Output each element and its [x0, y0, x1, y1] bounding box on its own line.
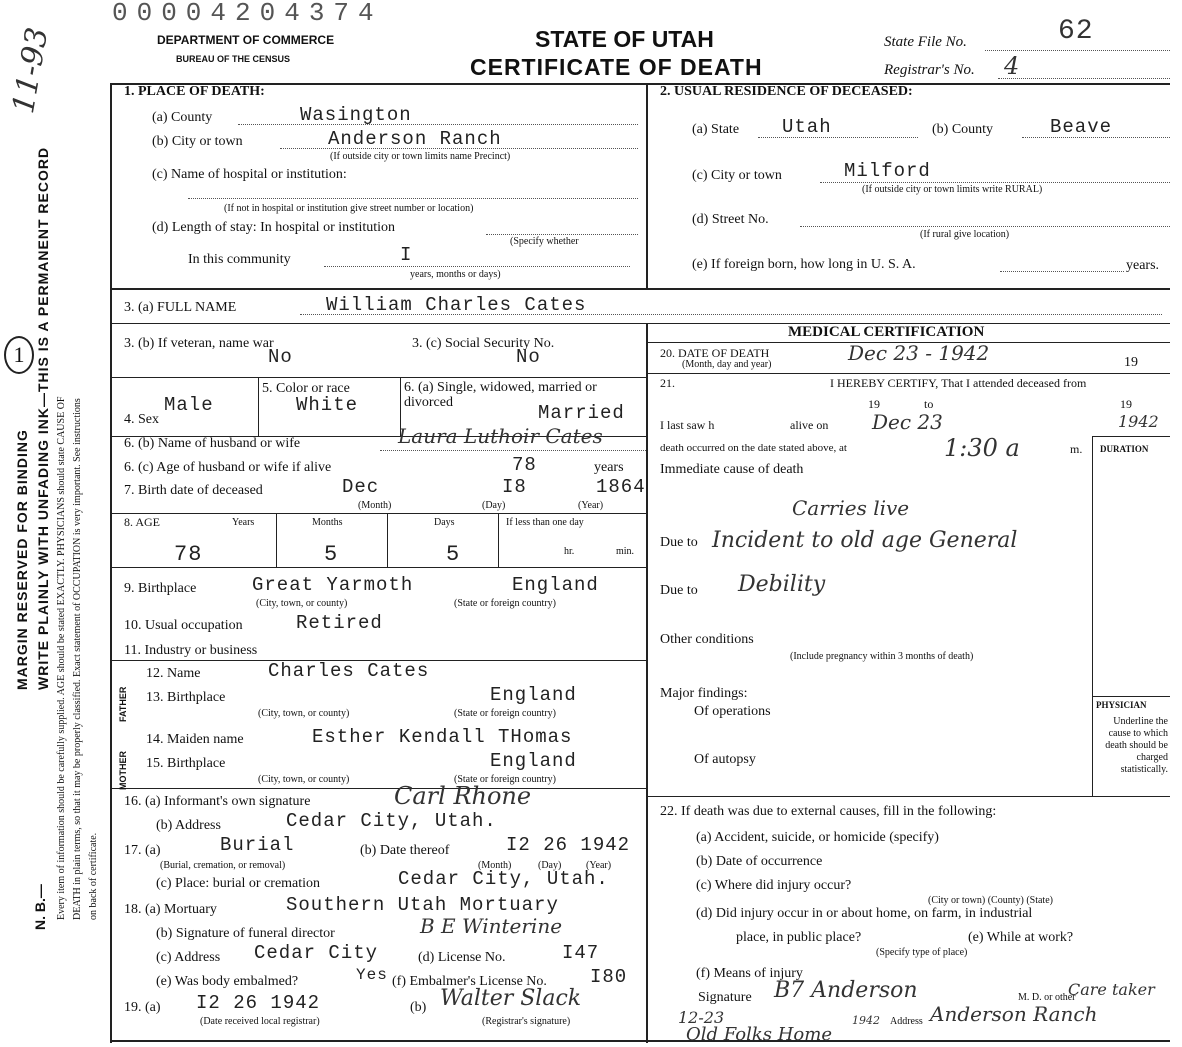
work-label: (e) While at work? — [968, 930, 1074, 945]
age-months-header: Months — [312, 517, 343, 528]
burial-caption: (Burial, cremation, or removal) — [160, 860, 286, 871]
duration-header: DURATION — [1100, 444, 1149, 454]
director-label: (b) Signature of funeral director — [156, 926, 335, 941]
ssn: No — [516, 346, 541, 368]
mother-vertical-label: MOTHER — [118, 751, 128, 790]
mortuary: Southern Utah Mortuary — [286, 894, 559, 916]
certify-to: to — [924, 397, 934, 411]
pod-hospital-note: (If not in hospital or institution give street number or location) — [224, 203, 474, 214]
informant-address-label: (b) Address — [156, 818, 221, 833]
binding-margin-label: MARGIN RESERVED FOR BINDING — [14, 429, 30, 690]
physician-note-handwritten: Old Folks Home — [686, 1024, 832, 1045]
embalmer-license-label: (f) Embalmer's License No. — [392, 974, 547, 989]
circled-mark — [4, 336, 34, 374]
immediate-cause: Carries live — [792, 496, 910, 520]
burial-date-label: (b) Date thereof — [360, 843, 450, 858]
received-label: 19. (a) — [124, 1000, 161, 1015]
spouse-label: 6. (b) Name of husband or wife — [124, 436, 301, 451]
industry-label: 11. Industry or business — [124, 643, 258, 658]
birth-year: 1864 — [596, 476, 646, 498]
marital: Married — [538, 402, 625, 424]
received-date: I2 26 1942 — [196, 992, 321, 1014]
burial-year-caption: (Year) — [586, 860, 612, 871]
age-months: 5 — [324, 542, 339, 567]
burial-day-caption: (Day) — [538, 860, 562, 871]
physician-address-label: Address — [890, 1016, 923, 1027]
mother-state-caption: (State or foreign country) — [454, 774, 556, 785]
age-years-header: Years — [232, 517, 255, 528]
birthplace-city-caption: (City, town, or county) — [256, 598, 348, 609]
mortuary-address-label: (c) Address — [156, 950, 221, 965]
age-label: 8. AGE — [124, 515, 160, 529]
mortuary-label: 18. (a) Mortuary — [124, 902, 217, 917]
birth-label: 7. Birth date of deceased — [124, 483, 263, 498]
alive-on-label: alive on — [790, 418, 829, 432]
dod-label: 20. DATE OF DEATH — [660, 346, 770, 360]
public-label: place, in public place? — [736, 930, 862, 945]
accident-label: (a) Accident, suicide, or homicide (specify) — [696, 830, 939, 845]
occurrence-label: (b) Date of occurrence — [696, 854, 823, 869]
res-city-label: (c) City or town — [692, 168, 782, 183]
death-occurred-label: death occurred on the date stated above, at — [660, 442, 847, 454]
medical-heading: MEDICAL CERTIFICATION — [788, 324, 985, 340]
mother-city-caption: (City, town, or county) — [258, 774, 350, 785]
external-heading: 22. If death was due to external causes, fill in the following: — [660, 804, 997, 819]
due-to-2: Debility — [738, 572, 826, 597]
marital-label: 6. (a) Single, widowed, married or divorced — [404, 380, 597, 410]
due-to-1: Incident to old age General — [712, 528, 1018, 553]
res-street-label: (d) Street No. — [692, 212, 769, 227]
father-name-label: 12. Name — [146, 666, 201, 681]
pod-city-label: (b) City or town — [152, 134, 243, 149]
certify-19-b: 19 — [1120, 397, 1132, 411]
instruction-line-3: on back of certificate. — [88, 832, 99, 920]
ink-warning: WRITE PLAINLY WITH UNFADING INK—THIS IS A PERMANENT RECORD — [35, 146, 51, 690]
where-caption: (City or town) (County) (State) — [928, 895, 1053, 906]
other-conditions-note: (Include pregnancy within 3 months of death) — [790, 651, 974, 662]
alive-on-year: 1942 — [1118, 412, 1159, 431]
last-saw-label: I last saw h — [660, 418, 715, 432]
spouse-age-label: 6. (c) Age of husband or wife if alive — [124, 460, 332, 475]
place-of-death-heading: 1. PLACE OF DEATH: — [124, 84, 265, 99]
occupation: Retired — [296, 612, 383, 634]
pod-stay-label: (d) Length of stay: In hospital or institution — [152, 220, 396, 235]
pod-stay-spec: (Specify whether — [510, 236, 579, 247]
dod-19: 19 — [1124, 355, 1138, 370]
pod-county-label: (a) County — [152, 110, 213, 125]
residence-heading: 2. USUAL RESIDENCE OF DECEASED: — [660, 84, 913, 99]
registrar-sig-label: (b) — [410, 1000, 427, 1015]
birth-day-caption: (Day) — [482, 500, 506, 511]
father-name: Charles Cates — [268, 660, 430, 682]
state-file-number: 62 — [1058, 16, 1094, 47]
specify-type-caption: (Specify type of place) — [876, 947, 968, 958]
burial-label: 17. (a) — [124, 843, 161, 858]
birth-month-caption: (Month) — [358, 500, 392, 511]
birthplace-city: Great Yarmoth — [252, 574, 414, 596]
birthplace-state-caption: (State or foreign country) — [454, 598, 556, 609]
veteran: No — [268, 346, 293, 368]
full-name-label: 3. (a) FULL NAME — [124, 300, 237, 315]
date-of-death: Dec 23 - 1942 — [848, 341, 990, 365]
father-birthplace: England — [490, 684, 577, 706]
sex: Male — [164, 394, 214, 416]
birth-year-caption: (Year) — [578, 500, 604, 511]
age-min: min. — [616, 546, 635, 557]
res-city-note: (If outside city or town limits write RURAL) — [862, 184, 1043, 195]
birthplace-label: 9. Birthplace — [124, 581, 197, 596]
certify-number: 21. — [660, 376, 675, 390]
res-foreign-label: (e) If foreign born, how long in U. S. A. — [692, 257, 916, 272]
signature-year: 1942 — [852, 1014, 880, 1027]
where-label: (c) Where did injury occur? — [696, 878, 852, 893]
due-to-1-label: Due to — [660, 535, 698, 550]
color: White — [296, 394, 359, 416]
ssn-label: 3. (c) Social Security No. — [412, 336, 555, 351]
time-am: m. — [1070, 442, 1083, 456]
certify-text: I HEREBY CERTIFY, That I attended deceased from — [830, 376, 1087, 390]
registrars-number: 4 — [1004, 52, 1020, 80]
birth-day: I8 — [502, 476, 527, 498]
res-county-label: (b) County — [932, 122, 994, 137]
immediate-cause-label: Immediate cause of death — [660, 462, 804, 477]
pod-community: I — [400, 244, 413, 266]
home-label: (d) Did injury occur in or about home, on farm, in industrial — [696, 906, 1033, 921]
state-title: STATE OF UTAH — [535, 26, 714, 52]
bureau-label: BUREAU OF THE CENSUS — [176, 54, 291, 64]
spouse-age-unit: years — [594, 460, 624, 475]
mother-birthplace: England — [490, 750, 577, 772]
informant-address: Cedar City, Utah. — [286, 810, 497, 832]
birth-month: Dec — [342, 476, 380, 498]
mother-name-label: 14. Maiden name — [146, 732, 244, 747]
other-conditions-label: Other conditions — [660, 632, 754, 647]
license: I47 — [562, 942, 600, 964]
time-of-death: 1:30 a — [944, 434, 1020, 462]
pod-county: Wasington — [300, 104, 412, 126]
registrar-signature: Walter Slack — [440, 986, 582, 1011]
operations-label: Of operations — [694, 704, 771, 719]
dod-caption: (Month, day and year) — [682, 359, 772, 370]
father-state-caption: (State or foreign country) — [454, 708, 556, 719]
full-name: William Charles Cates — [326, 294, 587, 316]
mother-name: Esther Kendall THomas — [312, 726, 573, 748]
mother-birthplace-label: 15. Birthplace — [146, 756, 226, 771]
registrars-number-label: Registrar's No. — [884, 62, 975, 78]
informant-signature: Carl Rhone — [394, 782, 532, 810]
age-less-header: If less than one day — [506, 517, 584, 528]
signature-date: 12-23 — [678, 1008, 725, 1027]
corner-mark: 11-93 — [6, 24, 56, 117]
physician-note: Underline the cause to which death should be charged statistically. — [1105, 716, 1168, 775]
age-years: 78 — [174, 542, 203, 567]
instruction-line-1: Every item of information should be carefully supplied. AGE should be stated EXACTLY. PHYSICIANS should state CAUSE OF — [56, 396, 67, 920]
md-other: Care taker — [1068, 980, 1155, 999]
color-label: 5. Color or race — [262, 381, 350, 396]
res-state-label: (a) State — [692, 122, 740, 137]
mortuary-address: Cedar City — [254, 942, 379, 964]
embalmed: Yes — [356, 966, 388, 984]
father-vertical-label: FATHER — [118, 686, 128, 722]
birthplace-country: England — [512, 574, 599, 596]
age-hr: hr. — [564, 546, 575, 557]
res-county: Beave — [1050, 116, 1113, 138]
occupation-label: 10. Usual occupation — [124, 618, 243, 633]
burial: Burial — [220, 834, 295, 856]
burial-month-caption: (Month) — [478, 860, 512, 871]
pod-hospital-label: (c) Name of hospital or institution: — [152, 167, 347, 182]
embalmed-label: (e) Was body embalmed? — [156, 974, 299, 989]
circled-number: 1 — [13, 342, 25, 367]
major-findings-label: Major findings: — [660, 686, 748, 701]
physician-address: Anderson Ranch — [930, 1002, 1098, 1026]
certify-19-a: 19 — [868, 397, 880, 411]
received-caption: (Date received local registrar) — [200, 1016, 320, 1027]
embalmer-license: I80 — [590, 966, 628, 988]
instruction-line-2: DEATH in plain terms, so that it may be properly classified. Exact statement of OCCUPATION is very important. See instructions — [72, 398, 83, 920]
burial-place: Cedar City, Utah. — [398, 868, 609, 890]
pod-community-note: years, months or days) — [410, 269, 501, 280]
registrar-caption: (Registrar's signature) — [482, 1016, 571, 1027]
res-city: Milford — [844, 160, 931, 182]
md-other-label: M. D. or other — [1018, 992, 1076, 1003]
license-label: (d) License No. — [418, 950, 506, 965]
age-days: 5 — [446, 542, 461, 567]
informant-sig-label: 16. (a) Informant's own signature — [124, 794, 311, 809]
pod-city-note: (If outside city or town limits name Precinct) — [330, 151, 511, 162]
burial-date: I2 26 1942 — [506, 834, 631, 856]
spouse-age: 78 — [512, 454, 537, 476]
sex-label: 4. Sex — [124, 412, 159, 427]
pod-community-label: In this community — [188, 252, 291, 267]
burial-place-label: (c) Place: burial or cremation — [156, 876, 321, 891]
nb-label: N. B.— — [32, 884, 48, 930]
director-signature: B E Winterine — [420, 914, 563, 938]
age-days-header: Days — [434, 517, 455, 528]
veteran-label: 3. (b) If veteran, name war — [124, 336, 274, 351]
res-years: years. — [1126, 258, 1160, 273]
state-file-label: State File No. — [884, 34, 967, 50]
autopsy-label: Of autopsy — [694, 752, 756, 767]
signature-label: Signature — [698, 990, 752, 1005]
alive-on-date: Dec 23 — [872, 410, 943, 434]
means-label: (f) Means of injury — [696, 966, 803, 981]
certificate-title: CERTIFICATE OF DEATH — [470, 54, 763, 80]
res-street-note: (If rural give location) — [920, 229, 1010, 240]
physician-header: PHYSICIAN — [1096, 700, 1147, 710]
due-to-2-label: Due to — [660, 583, 698, 598]
physician-signature: B7 Anderson — [774, 978, 918, 1003]
pod-city: Anderson Ranch — [328, 128, 502, 150]
father-city-caption: (City, town, or county) — [258, 708, 350, 719]
department-label: DEPARTMENT OF COMMERCE — [157, 33, 335, 47]
father-birthplace-label: 13. Birthplace — [146, 690, 226, 705]
serial-number: 00004204374 — [112, 0, 383, 28]
spouse: Laura Luthoir Cates — [398, 424, 603, 448]
res-state: Utah — [782, 116, 832, 138]
